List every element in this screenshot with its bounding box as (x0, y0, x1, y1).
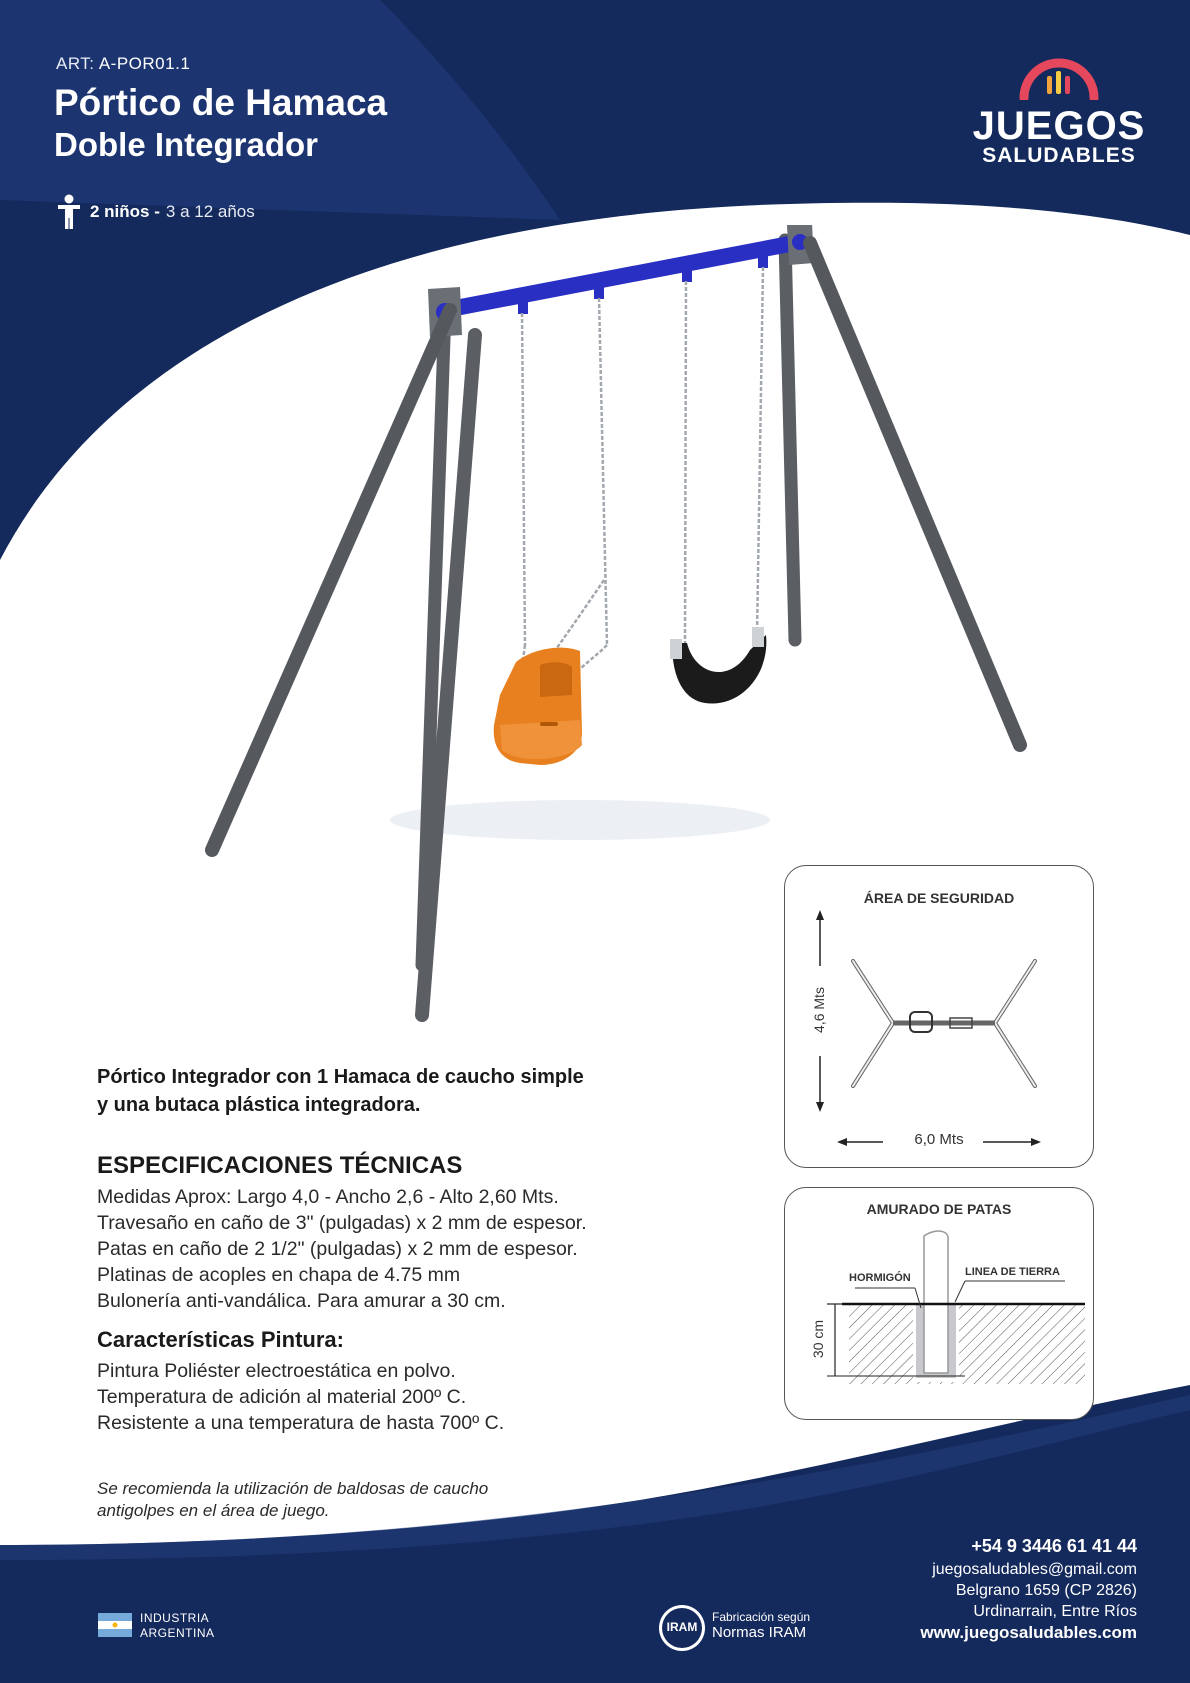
child-icon (56, 194, 82, 230)
safety-area-title: ÁREA DE SEGURIDAD (863, 890, 1015, 906)
address-line2: Urdinarrain, Entre Ríos (973, 1603, 1137, 1620)
iram-text: Fabricación según Normas IRAM (712, 1610, 811, 1641)
paint-item: Resistente a una temperatura de hasta 700º C. (97, 1412, 505, 1434)
industry-label: INDUSTRIA ARGENTINA (140, 1611, 215, 1640)
paint-item: Temperatura de adición al material 200º C. (97, 1386, 467, 1408)
front-leg-right (810, 243, 1020, 745)
paint-heading: Características Pintura: (97, 1327, 344, 1352)
email: juegosaludables@gmail.com (932, 1561, 1137, 1578)
front-leg-left (212, 310, 450, 850)
contact-info (920, 1536, 1137, 1643)
concrete-label: HORMIGÓN (849, 1272, 911, 1284)
ground-shadow (390, 800, 770, 840)
safety-area-panel (784, 865, 1094, 1168)
address-line1: Belgrano 1659 (CP 2826) (955, 1582, 1137, 1599)
argentina-flag-icon (98, 1613, 132, 1637)
rainbow-arc-icon (1018, 56, 1100, 100)
iram-logo: IRAM (657, 1603, 707, 1653)
anchoring-panel (784, 1187, 1094, 1420)
paint-list (97, 1358, 504, 1436)
back-leg-right (785, 240, 795, 640)
spec-item: Bulonería anti-vandálica. Para amurar a 30 cm. (97, 1290, 506, 1312)
depth-label: 30 cm (810, 1319, 826, 1359)
spec-item: Patas en caño de 2 1/2" (pulgadas) x 2 mm de espesor. (97, 1238, 578, 1260)
recommendation-note: Se recomienda la utilización de baldosas de caucho antigolpes en el área de juego. (97, 1479, 489, 1520)
safety-height-label: 4,6 Mts (811, 987, 827, 1033)
article-code: ART: A-POR01.1 (56, 54, 191, 73)
kids-info: 2 niños - 3 a 12 años (56, 194, 255, 230)
anchoring-title: AMURADO DE PATAS (866, 1201, 1012, 1217)
paint-item: Pintura Poliéster electroestática en polvo. (97, 1360, 456, 1382)
brand-logo: JUEGOS SALUDABLES (968, 56, 1150, 174)
product-description: Pórtico Integrador con 1 Hamaca de caucho simple y una butaca plástica integradora. (97, 1066, 584, 1116)
specs-list (97, 1184, 587, 1314)
spec-item: Medidas Aprox: Largo 4,0 - Ancho 2,6 - Alto 2,60 Mts. (97, 1186, 559, 1208)
phone: +54 9 3446 61 41 44 (971, 1536, 1137, 1556)
specs-heading: ESPECIFICACIONES TÉCNICAS (97, 1152, 463, 1179)
website: www.juegosaludables.com (920, 1623, 1137, 1642)
safety-area-diagram (785, 866, 1093, 1167)
page-title: Pórtico de Hamaca (54, 82, 388, 123)
safety-width-label: 6,0 Mts (914, 1131, 964, 1148)
integrator-seat (494, 648, 582, 765)
crossbar (445, 242, 800, 310)
spec-item: Travesaño en caño de 3" (pulgadas) x 2 mm de espesor. (97, 1212, 587, 1234)
spec-item: Platinas de acoples en chapa de 4.75 mm (97, 1264, 461, 1286)
anchoring-diagram (785, 1188, 1093, 1419)
page-subtitle: Doble Integrador (54, 126, 319, 163)
ground-line-label: LINEA DE TIERRA (965, 1266, 1060, 1278)
